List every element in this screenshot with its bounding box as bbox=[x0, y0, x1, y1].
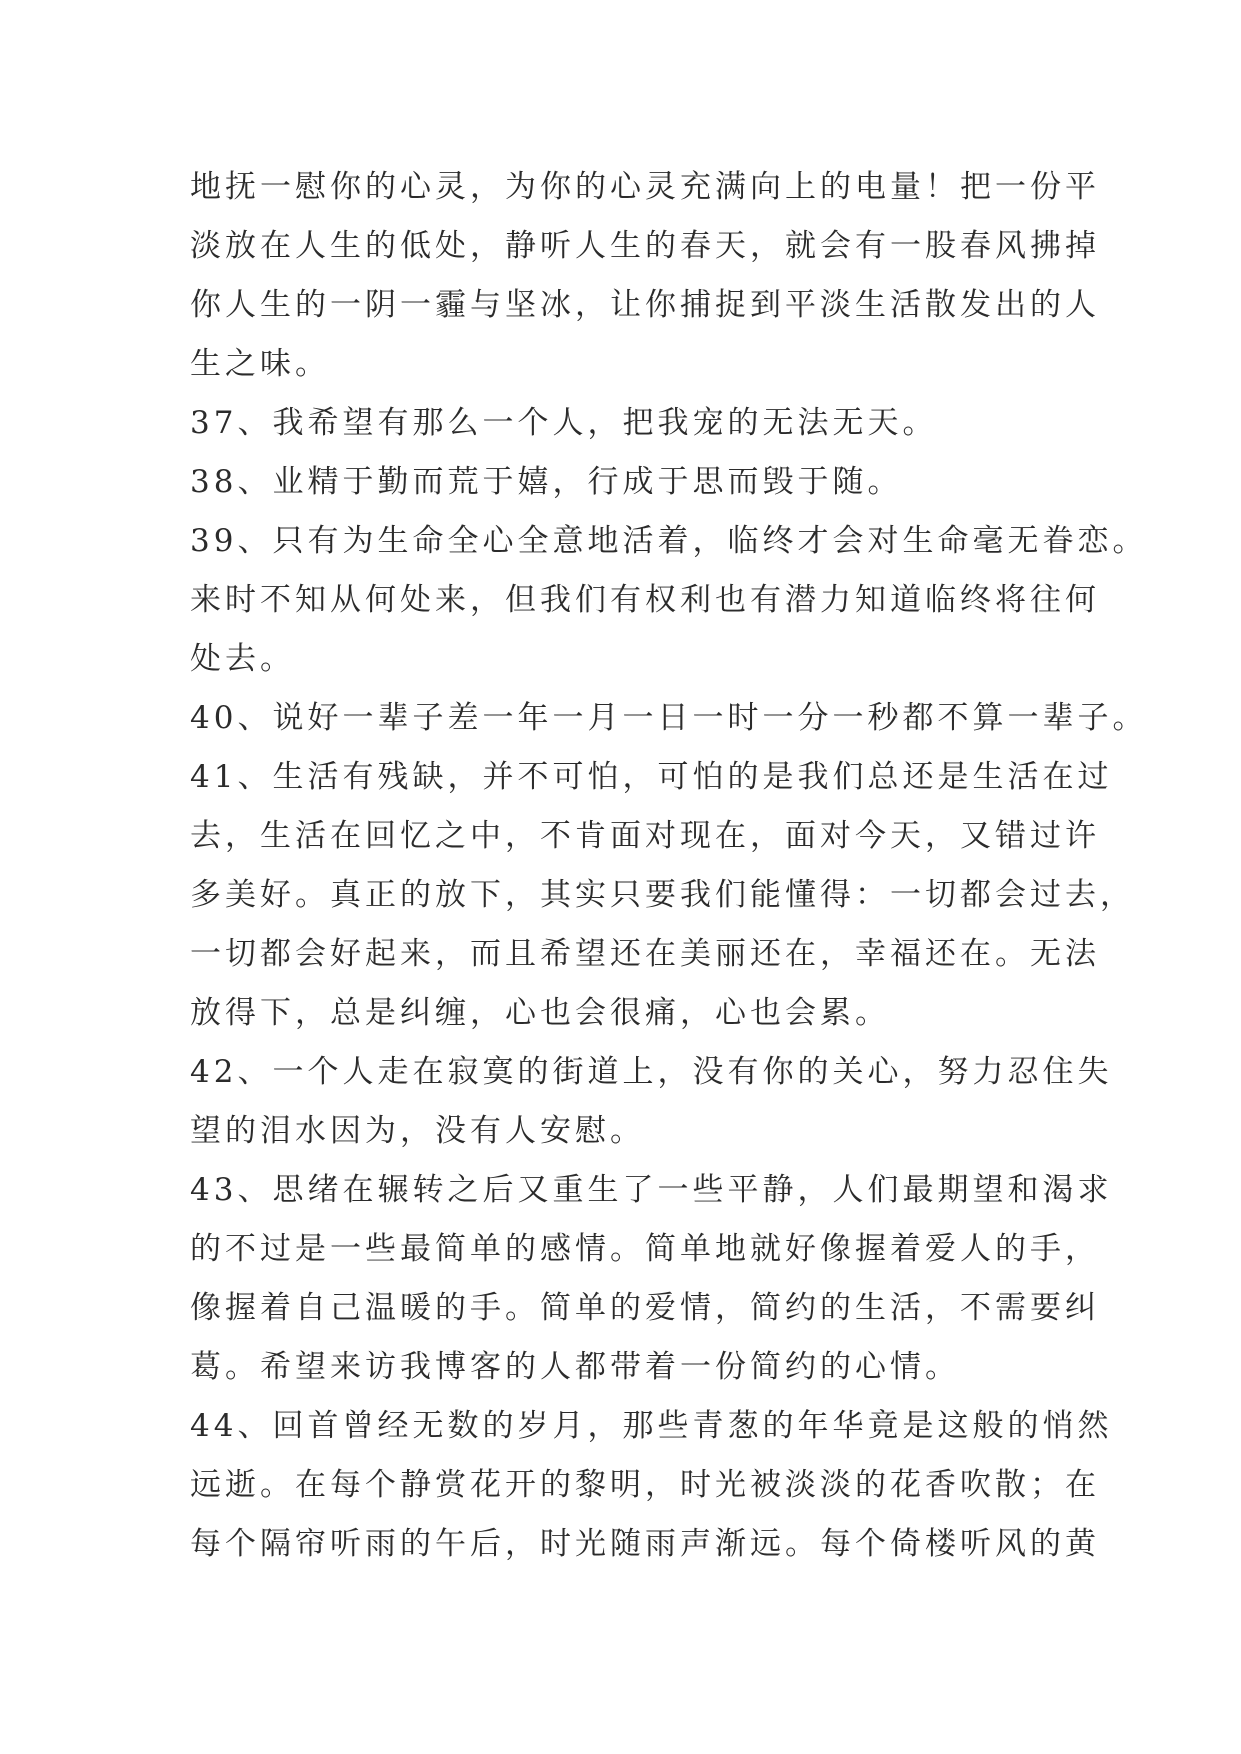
text-line: 来时不知从何处来，但我们有权利也有潜力知道临终将往何 bbox=[190, 582, 1100, 618]
text-line: 淡放在人生的低处，静听人生的春天，就会有一股春风拂掉 bbox=[190, 228, 1100, 264]
text-line: 40、说好一辈子差一年一月一日一时一分一秒都不算一辈子。 bbox=[190, 700, 1148, 736]
text-line: 44、回首曾经无数的岁月，那些青葱的年华竟是这般的悄然 bbox=[190, 1408, 1113, 1444]
text-line: 你人生的一阴一霾与坚冰，让你捕捉到平淡生活散发出的人 bbox=[190, 287, 1100, 323]
text-line: 39、只有为生命全心全意地活着，临终才会对生命毫无眷恋。 bbox=[190, 523, 1148, 559]
text-line: 一切都会好起来，而且希望还在美丽还在，幸福还在。无法 bbox=[190, 936, 1100, 972]
text-line: 多美好。真正的放下，其实只要我们能懂得：一切都会过去， bbox=[190, 877, 1135, 913]
text-line: 的不过是一些最简单的感情。简单地就好像握着爱人的手， bbox=[190, 1231, 1100, 1267]
text-line: 41、生活有残缺，并不可怕，可怕的是我们总还是生活在过 bbox=[190, 759, 1113, 795]
text-line: 远逝。在每个静赏花开的黎明，时光被淡淡的花香吹散；在 bbox=[190, 1467, 1100, 1503]
text-line: 42、一个人走在寂寞的街道上，没有你的关心，努力忍住失 bbox=[190, 1054, 1113, 1090]
text-line: 葛。希望来访我博客的人都带着一份简约的心情。 bbox=[190, 1349, 960, 1385]
text-line: 望的泪水因为，没有人安慰。 bbox=[190, 1113, 645, 1149]
text-line: 放得下，总是纠缠，心也会很痛，心也会累。 bbox=[190, 995, 890, 1031]
text-line: 地抚一慰你的心灵，为你的心灵充满向上的电量！把一份平 bbox=[190, 169, 1100, 205]
text-line: 43、思绪在辗转之后又重生了一些平静，人们最期望和渴求 bbox=[190, 1172, 1113, 1208]
text-line: 像握着自己温暖的手。简单的爱情，简约的生活，不需要纠 bbox=[190, 1290, 1100, 1326]
text-line: 处去。 bbox=[190, 641, 295, 677]
text-line: 每个隔帘听雨的午后，时光随雨声渐远。每个倚楼听风的黄 bbox=[190, 1526, 1100, 1562]
text-line: 生之味。 bbox=[190, 346, 330, 382]
text-line: 37、我希望有那么一个人，把我宠的无法无天。 bbox=[190, 405, 938, 441]
text-line: 去，生活在回忆之中，不肯面对现在，面对今天，又错过许 bbox=[190, 818, 1100, 854]
text-line: 38、业精于勤而荒于嬉，行成于思而毁于随。 bbox=[190, 464, 903, 500]
body-text bbox=[190, 158, 1148, 1574]
